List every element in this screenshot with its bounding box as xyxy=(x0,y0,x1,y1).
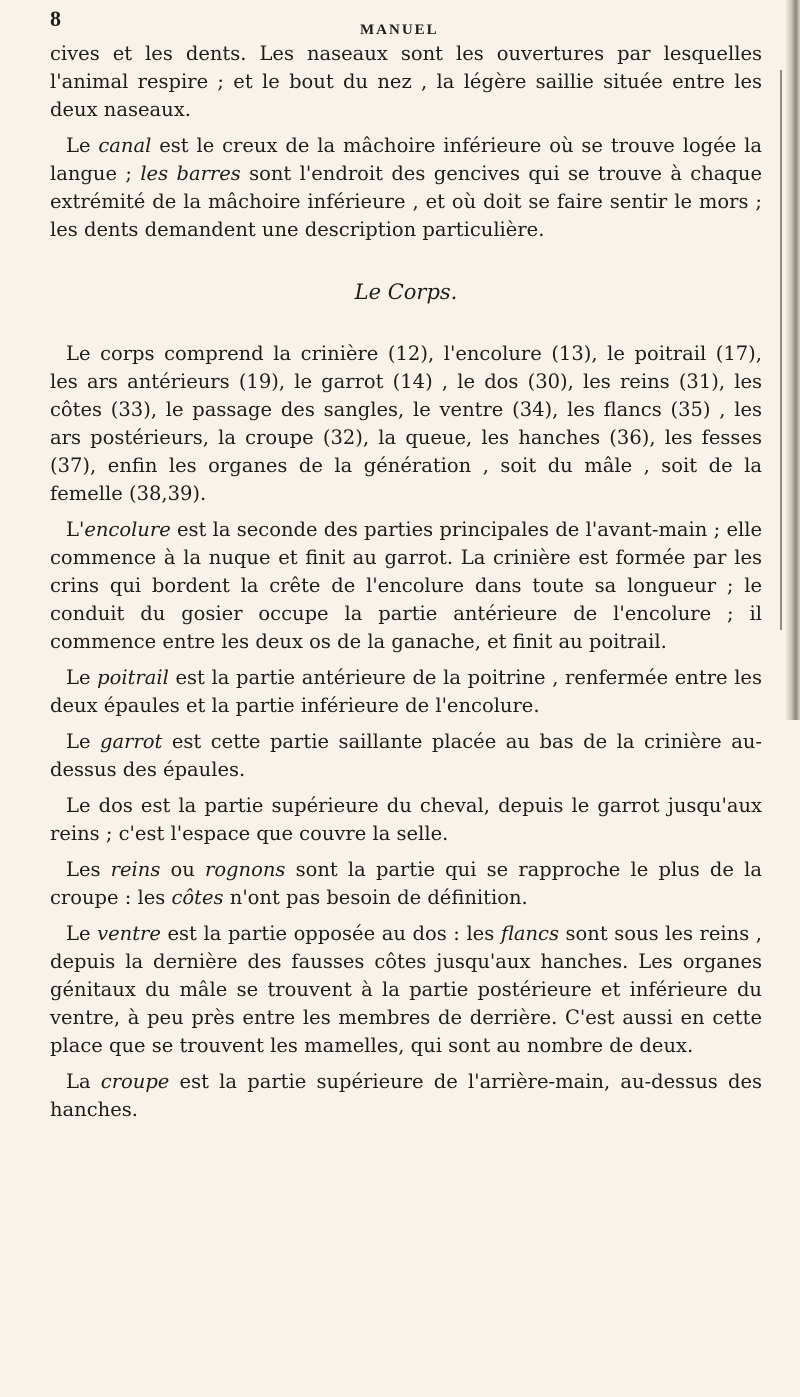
term-canal: canal xyxy=(98,134,152,157)
text-run: La xyxy=(66,1070,101,1093)
text-run: L' xyxy=(66,518,85,541)
page-edge-shadow xyxy=(786,0,800,720)
paragraph-1: cives et les dents. Les naseaux sont les ouvertures par lesquelles l'animal respire ; et le bout du nez , la légère saillie située entre les deux naseaux. xyxy=(50,42,762,121)
text-run: Le xyxy=(66,666,98,689)
term-reins: reins xyxy=(110,858,161,881)
text-run: est cette partie saillante placée au bas de la crinière au-dessus des épaules. xyxy=(50,730,762,781)
paragraph-2 xyxy=(50,132,762,244)
paragraph-8 xyxy=(50,856,762,912)
paragraph-7: Le dos est la partie supérieure du cheval, depuis le garrot jusqu'aux reins ; c'est l'espace que couvre la selle. xyxy=(50,794,762,845)
text-run: Les xyxy=(66,858,111,881)
term-poitrail: poitrail xyxy=(97,666,169,689)
paragraph-3: Le corps comprend la crinière (12), l'encolure (13), le poitrail (17), les ars antérieurs (19), le garrot (14) , le dos (30), les reins (31), les côtes (33), le passage des sangles, le ventre (34), les flancs (35) , les ars postérieurs, la croupe (32), la queue, les hanches (36), les fesses (37), enfin les organes de la génération , soit du mâle , soit de la femelle (38,39). xyxy=(50,342,762,505)
paragraph-6 xyxy=(50,728,762,784)
term-les-barres: les barres xyxy=(140,162,241,185)
paragraph-10 xyxy=(50,1068,762,1124)
text-run: est la partie antérieure de la poitrine , renfermée entre les deux épaules et la partie inférieure de l'encolure. xyxy=(50,666,762,717)
text-run: est la partie opposée au dos : les xyxy=(160,922,501,945)
text-run: est le creux de la mâchoire inférieure où se trouve logée la langue ; xyxy=(50,134,762,185)
page-number: 8 xyxy=(50,6,61,31)
running-head: MANUEL xyxy=(360,22,439,38)
paragraph-5 xyxy=(50,664,762,720)
text-run: sont sous les reins , depuis la dernière des fausses côtes jusqu'aux hanches. Les organes génitaux du mâle se trouvent à la partie postérieure et inférieure du ventre, à peu près entre les membres de derrière. C'est aussi en cette place que se trouvent les mamelles, qui sont au nombre de deux. xyxy=(50,922,763,1057)
text-run: sont la partie qui se rapproche le plus de la croupe : les xyxy=(50,858,762,909)
section-title: Le Corps. xyxy=(354,280,458,304)
term-rognons: rognons xyxy=(205,858,286,881)
text-run: n'ont pas besoin de définition. xyxy=(223,886,528,909)
text-run: Le xyxy=(66,134,99,157)
page-edge-line xyxy=(780,70,782,630)
term-cotes: côtes xyxy=(171,886,224,909)
text-run: sont l'endroit des gencives qui se trouve à chaque extrémité de la mâchoire inférieure , et où doit se faire sentir le mors ; les dents demandent une description particulière. xyxy=(50,162,762,241)
paragraph-4 xyxy=(50,516,762,656)
body-text xyxy=(50,40,762,1132)
text-run: est la seconde des parties principales de l'avant-main ; elle commence à la nuque et finit au garrot. La crinière est formée par les crins qui bordent la crête de l'encolure dans toute sa longueur ; le conduit du gosier occupe la partie antérieure de l'encolure ; il commence entre les deux os de la ganache, et finit au poitrail. xyxy=(50,518,762,653)
text-run: ou xyxy=(160,858,205,881)
term-ventre: ventre xyxy=(97,922,161,945)
term-flancs: flancs xyxy=(500,922,559,945)
term-encolure: encolure xyxy=(84,518,171,541)
text-run: Le xyxy=(66,730,101,753)
paragraph-9 xyxy=(50,920,762,1060)
term-garrot: garrot xyxy=(100,730,163,753)
text-run: est la partie supérieure de l'arrière-main, au-dessus des hanches. xyxy=(50,1070,762,1121)
term-croupe: croupe xyxy=(100,1070,170,1093)
text-run: Le xyxy=(66,922,98,945)
